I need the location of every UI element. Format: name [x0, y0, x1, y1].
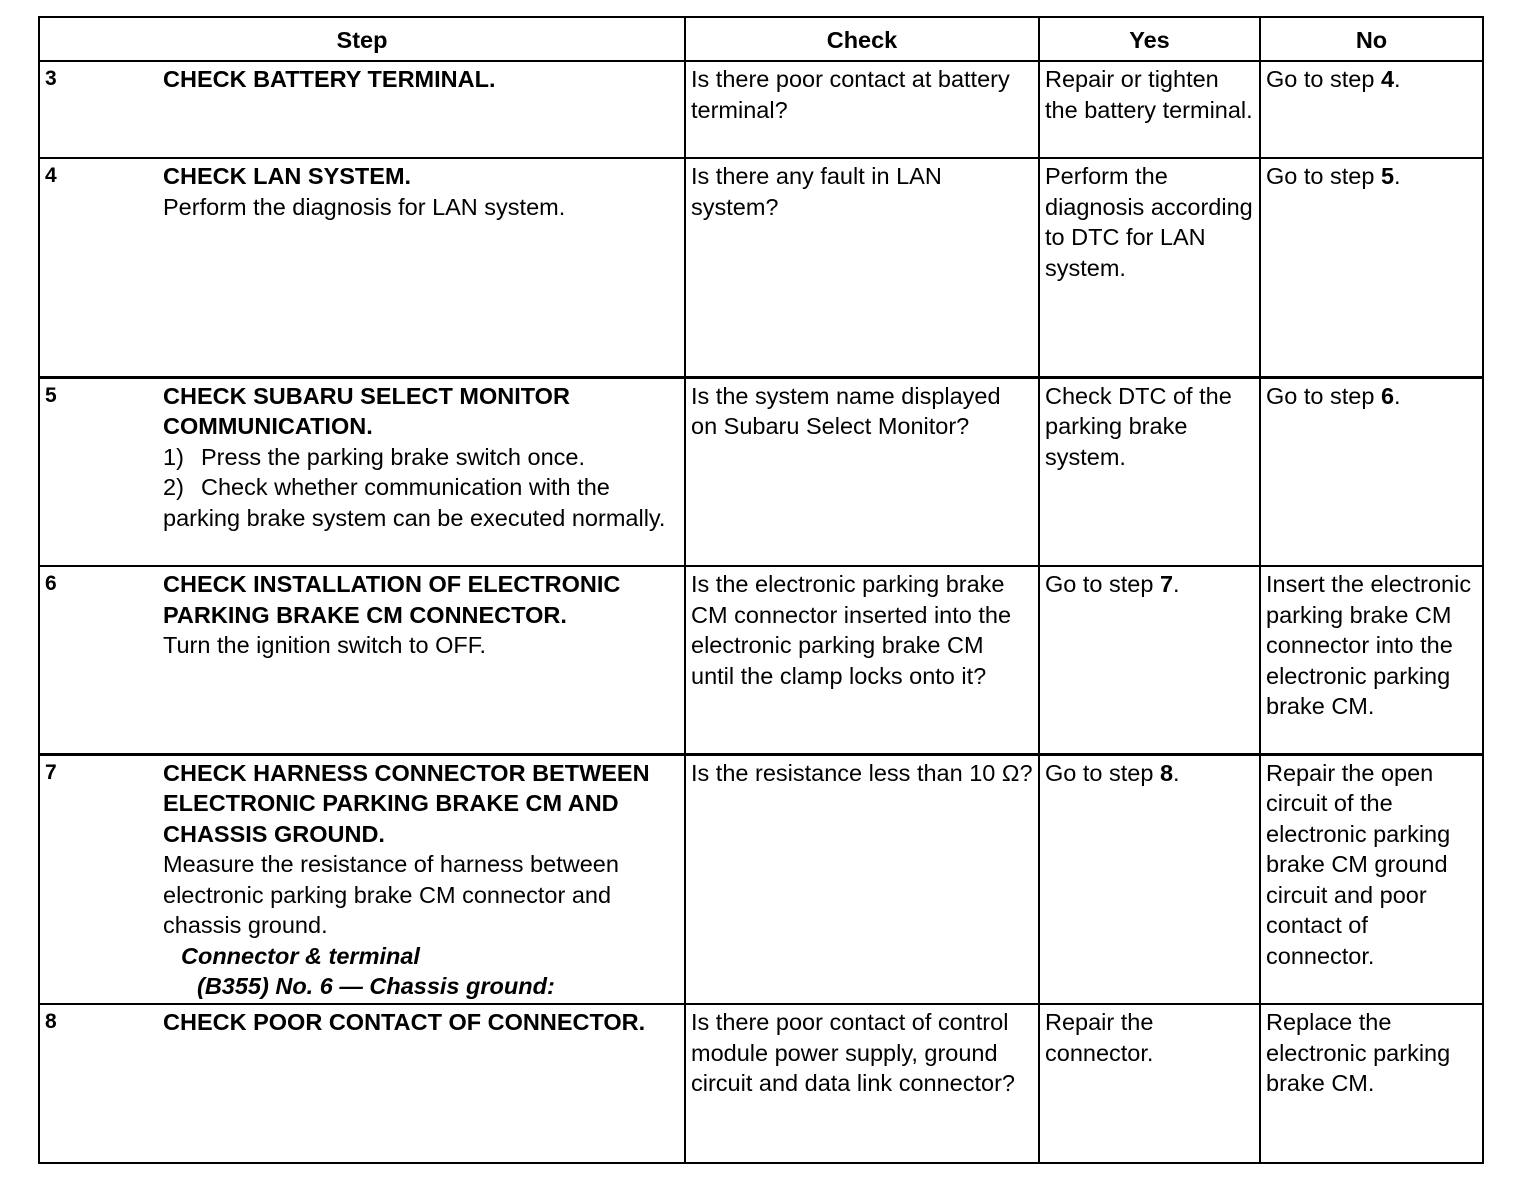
- header-step: Step: [39, 17, 685, 61]
- step-description: Turn the ignition switch to OFF.: [163, 632, 487, 658]
- substep-index: 1): [163, 443, 184, 470]
- step-title: CHECK LAN SYSTEM.: [163, 163, 412, 189]
- step-cell: [39, 377, 685, 566]
- step-description: Measure the resistance of harness between electronic parking brake CM connector and chassis ground.: [163, 851, 619, 938]
- yes-step-link: 7: [1159, 571, 1174, 597]
- table-row-step-6: [39, 566, 1483, 754]
- step-number: 7: [45, 760, 57, 784]
- step-description: Perform the diagnosis for LAN system.: [163, 193, 566, 220]
- yes-step-link: 8: [1159, 759, 1174, 786]
- yes-text-end: .: [1173, 571, 1180, 597]
- no-cell: Replace the electronic parking brake CM.: [1260, 1004, 1483, 1163]
- no-text: Go to step: [1266, 163, 1381, 189]
- check-cell: Is the resistance less than 10 Ω?: [685, 754, 1039, 1004]
- table-row-step-5: [39, 377, 1483, 566]
- substep-index: 2): [163, 474, 184, 500]
- no-text-end: .: [1394, 66, 1401, 92]
- step-cell: [39, 158, 685, 377]
- substep-1: [163, 442, 679, 473]
- no-cell: [1260, 377, 1483, 566]
- no-cell: Repair the open circuit of the electronic parking brake CM ground circuit and poor contact of connector.: [1260, 754, 1483, 1004]
- header-yes: Yes: [1039, 17, 1260, 61]
- no-text: Go to step: [1266, 66, 1381, 92]
- step-title: CHECK POOR CONTACT OF CONNECTOR.: [163, 1009, 646, 1035]
- table-row-step-8: [39, 1004, 1483, 1163]
- step-number: 6: [45, 572, 57, 595]
- yes-cell: [1039, 566, 1260, 754]
- no-text-end: .: [1394, 382, 1401, 409]
- header-row: [39, 17, 1483, 61]
- step-number: 8: [45, 1010, 57, 1033]
- step-number: 4: [45, 164, 57, 187]
- yes-cell: Perform the diagnosis according to DTC for LAN system.: [1039, 158, 1260, 377]
- step-cell: [39, 61, 685, 158]
- check-cell: Is the system name displayed on Subaru Select Monitor?: [685, 377, 1039, 566]
- yes-cell: Repair or tighten the battery terminal.: [1039, 61, 1260, 158]
- yes-cell: Check DTC of the parking brake system.: [1039, 377, 1260, 566]
- step-title: CHECK INSTALLATION OF ELECTRONIC PARKING BRAKE CM CONNECTOR.: [163, 571, 621, 628]
- step-title: CHECK HARNESS CONNECTOR BETWEEN ELECTRONIC PARKING BRAKE CM AND CHASSIS GROUND.: [163, 759, 650, 847]
- table-row-step-7: [39, 754, 1483, 1004]
- connector-terminal-spec: (B355) No. 6 — Chassis ground:: [197, 973, 555, 999]
- diagnostic-table: [38, 16, 1484, 1164]
- header-check: Check: [685, 17, 1039, 61]
- check-cell: Is there poor contact of control module power supply, ground circuit and data link connector?: [685, 1004, 1039, 1163]
- step-cell: [39, 754, 685, 1004]
- step-number: 5: [45, 383, 57, 407]
- no-cell: [1260, 158, 1483, 377]
- check-cell: Is the electronic parking brake CM connector inserted into the electronic parking brake CM until the clamp locks onto it?: [685, 566, 1039, 754]
- step-number: 3: [45, 67, 57, 90]
- table-row-step-3: [39, 61, 1483, 158]
- yes-cell: [1039, 754, 1260, 1004]
- table-row-step-4: [39, 158, 1483, 377]
- no-step-link: 5: [1380, 163, 1395, 189]
- substep-text: Press the parking brake switch once.: [201, 443, 586, 470]
- step-title: CHECK BATTERY TERMINAL.: [163, 66, 496, 92]
- header-no: No: [1260, 17, 1483, 61]
- yes-text-end: .: [1173, 759, 1180, 786]
- substep-2: [163, 472, 679, 533]
- no-cell: [1260, 61, 1483, 158]
- check-cell: Is there any fault in LAN system?: [685, 158, 1039, 377]
- yes-text: Go to step: [1045, 571, 1160, 597]
- check-cell: Is there poor contact at battery terminal?: [685, 61, 1039, 158]
- yes-cell: Repair the connector.: [1039, 1004, 1260, 1163]
- no-cell: Insert the electronic parking brake CM connector into the electronic parking brake CM.: [1260, 566, 1483, 754]
- step-cell: [39, 1004, 685, 1163]
- no-step-link: 6: [1380, 382, 1395, 409]
- yes-text: Go to step: [1045, 759, 1160, 786]
- substep-text: Check whether communication with the parking brake system can be executed normally.: [163, 474, 666, 531]
- step-title: CHECK SUBARU SELECT MONITOR COMMUNICATION.: [163, 382, 570, 439]
- connector-terminal-heading: Connector & terminal: [181, 942, 420, 969]
- no-text-end: .: [1394, 163, 1401, 189]
- no-text: Go to step: [1266, 382, 1381, 409]
- step-cell: [39, 566, 685, 754]
- no-step-link: 4: [1380, 66, 1395, 92]
